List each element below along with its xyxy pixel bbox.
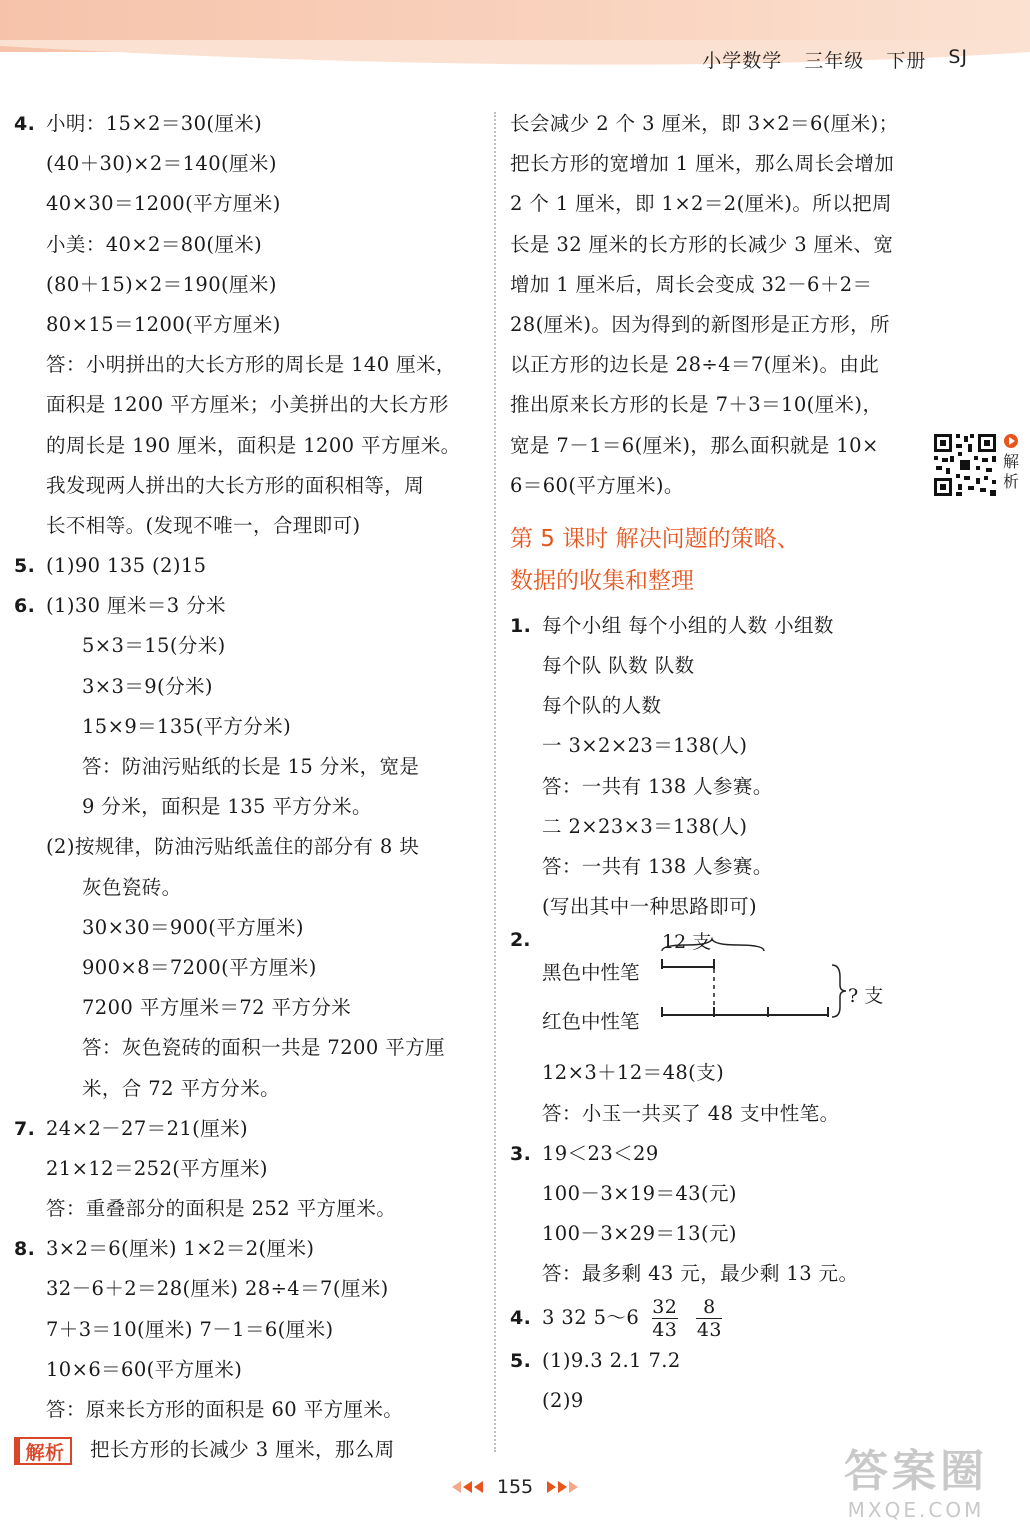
left-lines-line	[14, 1229, 484, 1269]
q2-total-label: ? 支	[848, 985, 884, 1008]
line-text: 7＋3＝10(厘米) 7－1＝6(厘米)	[46, 1317, 334, 1341]
left-lines-line	[14, 305, 484, 345]
left-lines-line	[14, 345, 484, 385]
line-text: 80×15＝1200(平方厘米)	[46, 312, 281, 336]
right-q1-line	[510, 807, 980, 847]
line-text: 每个小组 每个小组的人数 小组数	[542, 613, 834, 637]
line-text: 7200 平方厘米＝72 平方分米	[82, 996, 352, 1020]
next-arrows-icon	[547, 1481, 578, 1493]
line-text: (1)9.3 2.1 7.2	[542, 1348, 681, 1372]
line-text: 5×3＝15(分米)	[82, 634, 226, 658]
line-text: (1)30 厘米＝3 分米	[46, 594, 226, 618]
line-text: 15×9＝135(平方分米)	[82, 714, 292, 738]
line-text: (80＋15)×2＝190(厘米)	[46, 272, 277, 296]
line-text: 900×8＝7200(平方厘米)	[82, 955, 317, 979]
line-text: 答：灰色瓷砖的面积一共是 7200 平方厘	[82, 1036, 445, 1060]
right-top-line: 把长方形的宽增加 1 厘米，那么周长会增加	[510, 152, 895, 176]
q4-line	[510, 1295, 980, 1341]
left-column	[14, 104, 484, 1470]
left-lines-line	[14, 385, 484, 425]
question-number: 7.	[14, 1117, 36, 1140]
right-q1-line	[510, 646, 980, 686]
question-number: 5.	[510, 1349, 532, 1372]
right-q5-line	[510, 1381, 980, 1421]
q4-fraction-1-denominator: 43	[652, 1318, 678, 1341]
left-lines-line	[14, 104, 484, 144]
qr-label-1: 解	[1002, 452, 1019, 471]
book-header	[702, 46, 968, 73]
prev-arrows-icon	[452, 1481, 483, 1493]
q4-number: 4.	[510, 1306, 532, 1329]
right-q1-line	[510, 686, 980, 726]
right-q1-line	[510, 726, 980, 766]
analysis-first-line: 把长方形的长减少 3 厘米，那么周	[90, 1438, 395, 1462]
line-text: 答：一共有 138 人参赛。	[542, 774, 773, 798]
right-top-line: 增加 1 厘米后，周长会变成 32－6＋2＝	[510, 272, 873, 296]
header-grade: 三年级	[804, 50, 865, 72]
left-lines-line	[14, 1189, 484, 1229]
right-q3-line	[510, 1134, 980, 1174]
analysis-line	[14, 1430, 484, 1470]
right-q1-line	[510, 767, 980, 807]
qr-code-block[interactable]	[932, 432, 1022, 498]
right-column	[510, 104, 980, 1421]
right-top-line: 宽是 7－1＝6(厘米)，那么面积就是 10×	[510, 433, 879, 457]
left-lines-line	[14, 1350, 484, 1390]
line-text: 长不相等。(发现不唯一，合理即可)	[46, 513, 361, 537]
right-top-line: 2 个 1 厘米，即 1×2＝2(厘米)。所以把周	[510, 192, 892, 216]
q2-top-label: 12 支	[662, 931, 712, 954]
left-lines-line	[14, 184, 484, 224]
right-top-line: 长是 32 厘米的长方形的长减少 3 厘米、宽	[510, 232, 894, 256]
right-top-line: 6＝60(平方厘米)。	[510, 473, 684, 497]
left-lines-line	[14, 667, 484, 707]
left-lines-line	[14, 144, 484, 184]
watermark-main: 答案圈	[844, 1446, 988, 1497]
left-lines-line	[14, 1310, 484, 1350]
question-number: 1.	[510, 614, 532, 637]
right-q1-line	[510, 847, 980, 887]
line-text: 32－6＋2＝28(厘米) 28÷4＝7(厘米)	[46, 1277, 389, 1301]
q2-row2-label: 红色中性笔	[542, 1010, 640, 1034]
left-lines-line	[14, 1269, 484, 1309]
line-text: 10×6＝60(平方厘米)	[46, 1357, 243, 1381]
right-q3-line	[510, 1174, 980, 1214]
q4-text: 3 32 5～6	[542, 1305, 640, 1329]
left-lines-line	[14, 868, 484, 908]
line-text: 19＜23＜29	[542, 1141, 659, 1165]
line-text: 答：小明拼出的大长方形的周长是 140 厘米，	[46, 353, 456, 377]
q4-fraction-1	[652, 1296, 678, 1341]
question-number: 5.	[14, 555, 36, 578]
analysis-badge: 解析	[14, 1437, 72, 1465]
q4-fraction-1-numerator: 32	[652, 1295, 678, 1318]
left-lines-line	[14, 1069, 484, 1109]
line-text: (40＋30)×2＝140(厘米)	[46, 152, 277, 176]
lesson-title-line2: 数据的收集和整理	[510, 567, 694, 594]
line-text: 9 分米，面积是 135 平方分米。	[82, 795, 372, 819]
left-lines-line	[14, 827, 484, 867]
right-top-line: 推出原来长方形的长是 7＋3＝10(厘米)，	[510, 393, 883, 417]
line-text: 30×30＝900(平方厘米)	[82, 915, 304, 939]
q2-answer: 答：小玉一共买了 48 支中性笔。	[542, 1101, 840, 1125]
line-text: 答：一共有 138 人参赛。	[542, 855, 773, 878]
line-text: 我发现两人拼出的大长方形的面积相等，周	[46, 473, 425, 497]
line-text: 一 3×2×23＝138(人)	[542, 734, 748, 758]
line-text: 答：原来长方形的面积是 60 平方厘米。	[46, 1398, 404, 1421]
q4-fraction-2	[696, 1296, 722, 1341]
left-lines-line	[14, 225, 484, 265]
line-text: 的周长是 190 厘米，面积是 1200 平方厘米。	[46, 433, 461, 457]
q2-calc: 12×3＋12＝48(支)	[542, 1061, 725, 1085]
left-lines-line	[14, 586, 484, 626]
left-lines-line	[14, 1149, 484, 1189]
header-volume: 下册	[886, 50, 927, 72]
left-lines-line	[14, 1390, 484, 1430]
right-top-line: 以正方形的边长是 28÷4＝7(厘米)。由此	[510, 353, 880, 377]
lesson-title-line1: 第 5 课时 解决问题的策略、	[510, 525, 800, 552]
play-icon[interactable]	[1004, 434, 1018, 448]
q4-fraction-2-denominator: 43	[696, 1318, 722, 1341]
line-text: 21×12＝252(平方厘米)	[46, 1156, 268, 1180]
line-text: 每个队的人数	[542, 694, 662, 718]
left-lines-line	[14, 1109, 484, 1149]
q2-row1-label: 黑色中性笔	[542, 961, 640, 985]
line-text: 二 2×23×3＝138(人)	[542, 814, 748, 838]
left-lines-line	[14, 908, 484, 948]
question-number: 3.	[510, 1142, 532, 1165]
left-lines-line	[14, 787, 484, 827]
line-text: 灰色瓷砖。	[82, 875, 182, 899]
page-number: 155	[496, 1476, 534, 1498]
line-text: 面积是 1200 平方厘米；小美拼出的大长方形	[46, 393, 449, 417]
right-q3-line	[510, 1254, 980, 1294]
watermark-sub: MXQE.COM	[847, 1498, 985, 1522]
line-text: (2)按规律，防油污贴纸盖住的部分有 8 块	[46, 835, 420, 859]
line-text: 40×30＝1200(平方厘米)	[46, 192, 281, 216]
q2-line-diagram	[510, 927, 980, 1053]
right-q1-line	[510, 887, 980, 927]
line-text: 小美：40×2＝80(厘米)	[46, 232, 263, 256]
right-top-line: 长会减少 2 个 3 厘米，即 3×2＝6(厘米)；	[510, 112, 899, 135]
watermark	[816, 1446, 1016, 1532]
question-number: 6.	[14, 595, 36, 618]
line-text: 小明：15×2＝30(厘米)	[46, 112, 263, 135]
line-text: 答：最多剩 43 元，最少剩 13 元。	[542, 1262, 859, 1286]
left-lines-line	[14, 1028, 484, 1068]
question-number: 8.	[14, 1238, 36, 1261]
line-text: 答：防油污贴纸的长是 15 分米，宽是	[82, 755, 420, 778]
left-lines-line	[14, 506, 484, 546]
q2-number: 2.	[510, 929, 531, 952]
line-text: 100－3×29＝13(元)	[542, 1222, 737, 1246]
qr-code-icon[interactable]	[932, 432, 998, 498]
header-subject: 小学数学	[702, 50, 783, 72]
line-text: 100－3×19＝43(元)	[542, 1181, 737, 1205]
left-lines-line	[14, 626, 484, 666]
line-text: 每个队 队数 队数	[542, 654, 695, 678]
right-q5-line	[510, 1341, 980, 1381]
line-text: 3×3＝9(分米)	[82, 674, 213, 698]
left-lines-line	[14, 426, 484, 466]
left-lines-line	[14, 747, 484, 787]
line-text: 米，合 72 平方分米。	[82, 1076, 281, 1100]
line-text: 3×2＝6(厘米) 1×2＝2(厘米)	[46, 1237, 315, 1261]
left-lines-line	[14, 265, 484, 305]
question-number: 4.	[14, 113, 36, 135]
right-q1-line	[510, 606, 980, 646]
left-lines-line	[14, 988, 484, 1028]
line-text: (写出其中一种思路即可)	[542, 895, 758, 919]
left-lines-line	[14, 466, 484, 506]
line-text: 24×2－27＝21(厘米)	[46, 1116, 248, 1140]
q4-fraction-2-numerator: 8	[703, 1295, 716, 1318]
line-text: 答：重叠部分的面积是 252 平方厘米。	[46, 1197, 397, 1221]
qr-side-label	[1000, 432, 1022, 492]
left-lines-line	[14, 948, 484, 988]
line-text: (2)9	[542, 1388, 584, 1412]
right-q3-line	[510, 1214, 980, 1254]
column-divider	[494, 112, 496, 1452]
line-text: (1)90 135 (2)15	[46, 554, 207, 578]
right-top-line: 28(厘米)。因为得到的新图形是正方形，所	[510, 312, 890, 336]
left-lines-line	[14, 546, 484, 586]
header-edition: SJ	[948, 46, 968, 68]
left-lines-line	[14, 707, 484, 747]
q2-diagram-lines	[510, 927, 980, 1053]
qr-label-2: 析	[1002, 472, 1019, 491]
